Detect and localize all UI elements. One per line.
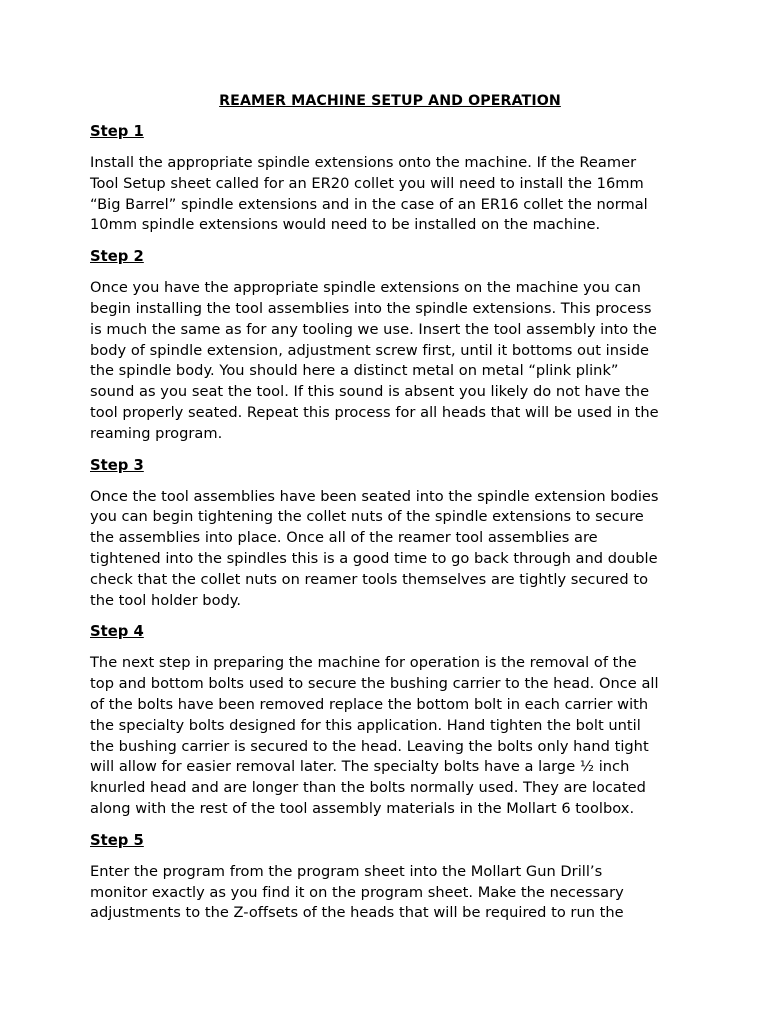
step-4-body <box>90 653 690 819</box>
step-section-3 <box>90 456 690 612</box>
text-line: knurled head and are longer than the bolts normally used. They are located <box>90 779 646 797</box>
text-line: of the bolts have been removed replace the bottom bolt in each carrier with <box>90 695 649 713</box>
text-line: “Big Barrel” spindle extensions and in the case of an ER16 collet the normal <box>90 195 648 213</box>
text-line: Enter the program from the program sheet into the Mollart Gun Drill’s <box>90 862 603 880</box>
text-line: adjustments to the Z-offsets of the heads that will be required to run the <box>90 904 624 922</box>
step-2-heading: Step 2 <box>90 248 144 266</box>
text-line: Once the tool assemblies have been seated into the spindle extension bodies <box>90 487 659 505</box>
step-3-body <box>90 487 690 612</box>
text-line: Once you have the appropriate spindle extensions on the machine you can <box>90 279 641 297</box>
text-line: the spindle body. You should here a distinct metal on metal “plink plink” <box>90 362 619 380</box>
step-5-heading: Step 5 <box>90 831 144 849</box>
text-line: body of spindle extension, adjustment screw first, until it bottoms out inside <box>90 341 649 359</box>
document-title: REAMER MACHINE SETUP AND OPERATION <box>219 93 561 109</box>
text-line: tightened into the spindles this is a good time to go back through and double <box>90 549 658 567</box>
text-line: you can begin tightening the collet nuts of the spindle extensions to secure <box>90 508 644 526</box>
step-4-heading: Step 4 <box>90 623 144 641</box>
text-line: the bushing carrier is secured to the head. Leaving the bolts only hand tight <box>90 737 649 755</box>
step-section-1 <box>90 122 690 236</box>
text-line: the assemblies into place. Once all of the reamer tool assemblies are <box>90 529 598 547</box>
text-line: tool properly seated. Repeat this process for all heads that will be used in the <box>90 403 659 421</box>
text-line: Tool Setup sheet called for an ER20 collet you will need to install the 16mm <box>90 174 644 192</box>
step-section-2 <box>90 247 690 444</box>
text-line: reaming program. <box>90 424 223 442</box>
step-3-heading: Step 3 <box>90 456 144 474</box>
step-1-body <box>90 153 690 236</box>
text-line: top and bottom bolts used to secure the bushing carrier to the head. Once all <box>90 675 659 693</box>
document-page <box>90 91 690 935</box>
text-line: is much the same as for any tooling we use. Insert the tool assembly into the <box>90 320 657 338</box>
step-1-heading: Step 1 <box>90 123 144 140</box>
text-line: monitor exactly as you find it on the program sheet. Make the necessary <box>90 883 624 901</box>
text-line: The next step in preparing the machine for operation is the removal of the <box>90 654 637 672</box>
text-line: Install the appropriate spindle extensions onto the machine. If the Reamer <box>90 154 637 171</box>
text-line: 10mm spindle extensions would need to be installed on the machine. <box>90 216 601 234</box>
text-line: the specialty bolts designed for this application. Hand tighten the bolt until <box>90 716 641 734</box>
text-line: check that the collet nuts on reamer tools themselves are tightly secured to <box>90 570 649 588</box>
step-section-4 <box>90 622 690 819</box>
text-line: the tool holder body. <box>90 591 242 609</box>
step-5-body <box>90 862 690 924</box>
step-2-body <box>90 278 690 444</box>
text-line: along with the rest of the tool assembly materials in the Mollart 6 toolbox. <box>90 799 635 817</box>
step-section-5 <box>90 831 690 924</box>
text-line: begin installing the tool assemblies into the spindle extensions. This process <box>90 299 652 317</box>
text-line: sound as you seat the tool. If this sound is absent you likely do not have the <box>90 383 650 401</box>
text-line: will allow for easier removal later. The specialty bolts have a large ½ inch <box>90 758 630 776</box>
